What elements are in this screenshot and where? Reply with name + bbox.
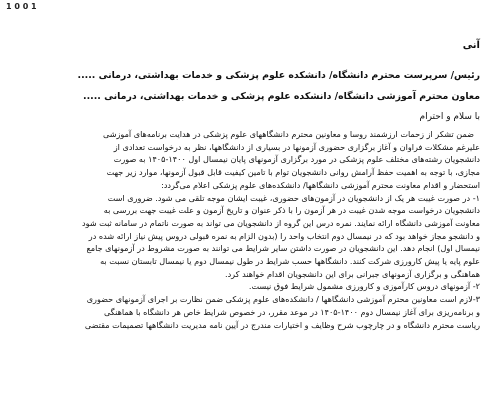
body-line: هماهنگی و برگزاری آزمونهای جبرانی برای این دانشجویان اقدام خواهند کرد. [225,268,480,279]
body-line: ۱- در صورت غیبت هر یک از دانشجویان در آزمون‌های حضوری، غیبت ایشان موجه تلقی می شود. ضروری است [107,192,480,203]
body-line: دانشجویان رشته‌های مختلف علوم پزشکی در مورد برگزاری آزمونهای پایان نیمسال اول ۱۴۰۰-۱۴۰۵ به صورت [113,154,480,165]
letter-body [18,128,480,331]
body-line: دانشجویان درخواست موجه شدن غیبت در هر آزمون را با ذکر عنوان و تاریخ آزمون و علت غیبت جهت بررسی به [103,205,480,216]
greeting: با سلام و احترام [419,112,480,122]
body-line: ریاست محترم دانشگاه و در چارچوب شرح وظایف و اختیارات مندرج در آیین نامه مدیریت دانشگاهها تصمیمات مقتضی [84,319,480,330]
body-line: مجازی، با توجه به اهمیت حفظ آرامش روانی دانشجویان توام با تامین کیفیت قابل قبول آزمونها، موارد زیر جهت [106,167,480,178]
addressee-line-2: معاون محترم آموزشی دانشگاه/ دانشکده علوم پزشکی و خدمات بهداشتی، درمانی ..... [83,91,480,102]
body-line: و دانشجو مجاز خواهد بود که در نیمسال دوم انتخاب واحد را (بدون الزام به نمره قبولی دروس پیش نیاز ارائه شده در [88,230,480,241]
body-line: علیرغم مشکلات فراوان و آغاز برگزاری حضوری آزمونها در بسیاری از دانشگاهها، نظر به درخواست تعدادی از [113,141,480,152]
body-line: ضمن تشکر از زحمات ارزشمند روسا و معاونین محترم دانشگاههای علوم پزشکی در هدایت برنامه‌های آموزشی [102,129,474,139]
body-line: ۲- آزمونهای دروس کارآموزی و کارورزی مشمول شرایط فوق نیست. [248,281,480,292]
addressee-line-1: رئیس/ سرپرست محترم دانشگاه/ دانشکده علوم پزشکی و خدمات بهداشتی، درمانی ..... [77,70,480,81]
urgency-label: آنی [462,40,480,51]
body-line: معاونت آموزشی دانشگاه ارائه نمایند. نمره درس این گروه از دانشجویان می تواند به صورت ناتمام در سامانه ثبت شود [82,217,480,228]
body-line: علوم پایه یا پیش کارورزی شرکت کنند. دانشگاهها حسب شرایط در طول نیمسال دوم یا نیمسال تابستان نسبت به [100,256,480,267]
body-line: و برنامه‌ریزی برای آغاز نیمسال دوم ۱۴۰۰-۱۴۰۵ در موعد مقرر، در خصوص شرایط خاص هر دانشگاه با هماهنگی [103,306,480,317]
body-line: استحضار و اقدام معاونت محترم آموزشی دانشگاهها/ دانشکده‌های علوم پزشکی اعلام می‌گردد: [161,179,480,190]
body-line: نیمسال اول) انجام دهد. این دانشجویان در صورت داشتن سایر شرایط می توانند به صورت مشروط در آزمونهای جامع [86,243,480,254]
page-corner-mark: 1 0 0 1 [6,2,37,11]
body-line: ۳-لازم است معاونین محترم آموزشی دانشگاهها / دانشکده‌های علوم پزشکی ضمن نظارت بر اجرای آزمونهای حضوری [86,294,480,305]
